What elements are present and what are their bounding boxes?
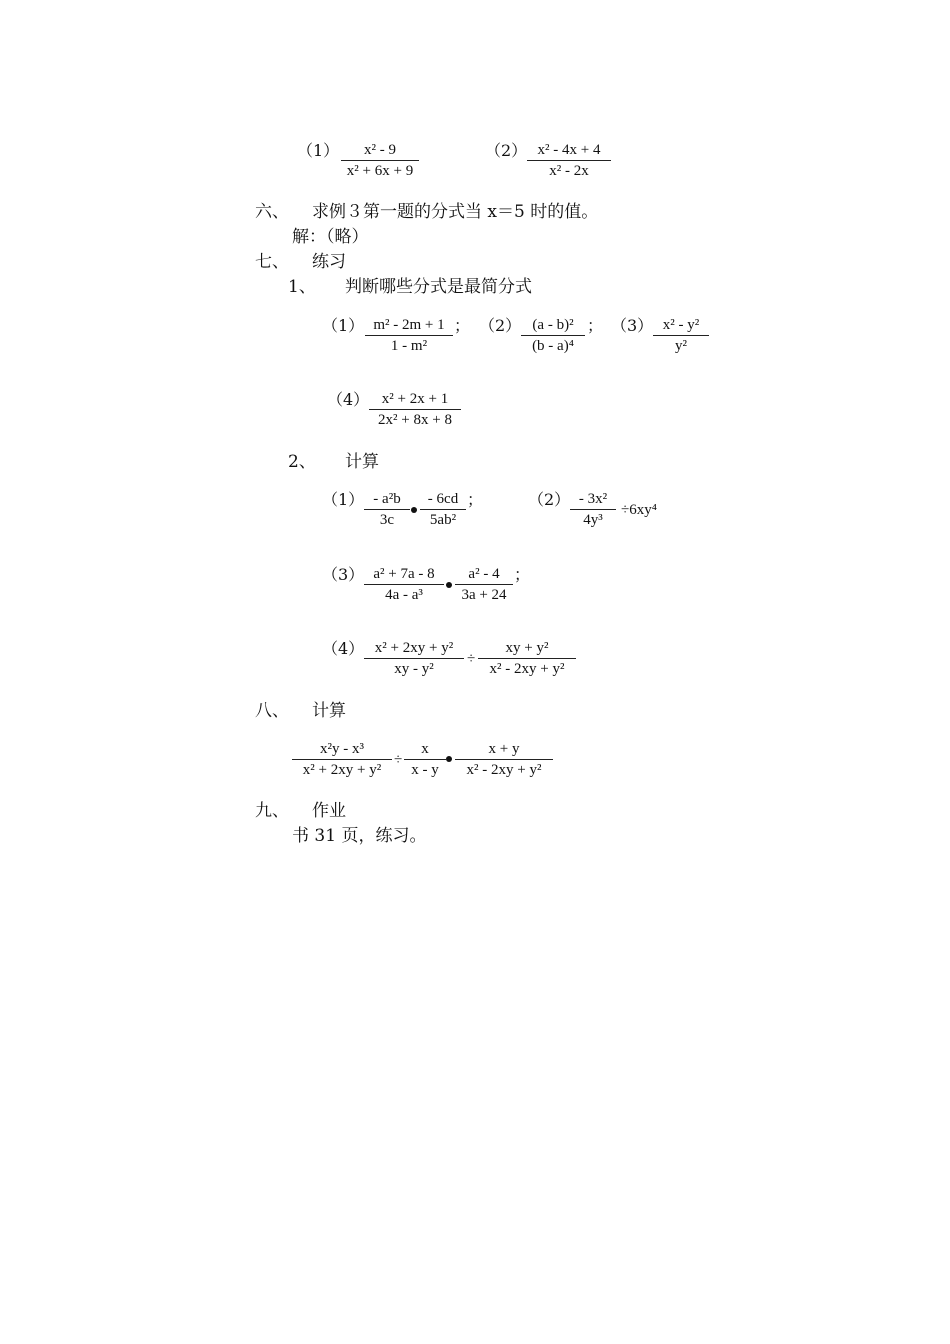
q2-item-4-fraction-a xyxy=(364,638,464,679)
q2-text: 计算 xyxy=(345,452,379,472)
q1-item-4-label: （4） xyxy=(327,390,370,409)
q1-item-1-label: （1） xyxy=(322,316,365,335)
q1-item-2-sep: ； xyxy=(587,316,604,335)
q2-item-2-fraction xyxy=(570,489,616,530)
section9-heading: 九、 xyxy=(255,801,289,821)
numerator: x² - 9 xyxy=(364,142,396,158)
numerator: x² + 2x + 1 xyxy=(381,391,449,407)
q1-item-1-sep: ； xyxy=(454,316,471,335)
divide-sign: ÷ xyxy=(394,752,403,768)
denominator: 3c xyxy=(379,512,395,528)
q2-item-3-fraction-a xyxy=(364,564,444,605)
q2-item-2-label: （2） xyxy=(528,490,571,509)
q1-fraction-4 xyxy=(369,389,461,430)
q1-number: 1、 xyxy=(288,277,316,297)
multiply-dot-icon xyxy=(446,582,452,588)
section6-heading: 六、 xyxy=(255,202,289,222)
denominator: x² - 2xy + y² xyxy=(489,661,565,677)
top-fraction-1 xyxy=(341,140,419,181)
section9-text: 书 31 页，练习。 xyxy=(292,826,427,846)
section6-answer: 解：（略） xyxy=(292,227,369,247)
section8-fraction-1 xyxy=(292,739,392,780)
numerator: - a²b xyxy=(373,491,401,507)
numerator: m² - 2m + 1 xyxy=(373,317,445,333)
top-fraction-2 xyxy=(527,140,611,181)
numerator: - 3x² xyxy=(578,491,608,507)
q1-item-3-label: （3） xyxy=(611,316,654,335)
numerator: x²y - x³ xyxy=(320,741,364,757)
q1-item-2-label: （2） xyxy=(479,316,522,335)
q2-item-1-fraction-a xyxy=(364,489,410,530)
denominator: y² xyxy=(675,338,687,354)
section8-heading: 八、 xyxy=(255,701,289,721)
section8-fraction-2 xyxy=(404,739,446,780)
denominator: xy - y² xyxy=(394,661,434,677)
q2-number: 2、 xyxy=(288,452,316,472)
divide-sign: ÷ xyxy=(467,651,476,667)
denominator: 2x² + 8x + 8 xyxy=(378,412,452,428)
q2-item-4-label: （4） xyxy=(322,639,365,658)
section7-heading: 七、 xyxy=(255,252,289,272)
q2-item-1-sep: ； xyxy=(467,490,484,509)
section8-fraction-3 xyxy=(455,739,553,780)
denominator: 4a - a³ xyxy=(385,587,423,603)
section6-text: 求例３第一题的分式当 x＝5 时的值。 xyxy=(312,202,599,222)
denominator: x² + 6x + 9 xyxy=(346,163,414,179)
q2-item-3-fraction-b xyxy=(455,564,513,605)
q1-fraction-3 xyxy=(653,315,709,356)
q1-text: 判断哪些分式是最简分式 xyxy=(345,277,532,297)
q1-fraction-1 xyxy=(365,315,453,356)
multiply-dot-icon xyxy=(446,756,452,762)
numerator: x² - 4x + 4 xyxy=(537,142,601,158)
denominator: x² + 2xy + y² xyxy=(302,762,382,778)
numerator: x² + 2xy + y² xyxy=(374,640,454,656)
denominator: x² - 2x xyxy=(549,163,589,179)
denominator: 4y³ xyxy=(583,512,603,528)
q2-item-2-tail: ÷6xy⁴ xyxy=(621,502,657,518)
numerator: x² - y² xyxy=(662,317,700,333)
denominator: 1 - m² xyxy=(390,338,428,354)
numerator: a² - 4 xyxy=(468,566,500,582)
q2-item-1-fraction-b xyxy=(420,489,466,530)
section7-title: 练习 xyxy=(312,252,346,272)
q2-item-3-label: （3） xyxy=(322,565,365,584)
multiply-dot-icon xyxy=(411,507,417,513)
q1-fraction-2 xyxy=(521,315,585,356)
numerator: xy + y² xyxy=(505,640,549,656)
denominator: 5ab² xyxy=(429,512,457,528)
denominator: x - y xyxy=(411,762,439,778)
denominator: 3a + 24 xyxy=(461,587,507,603)
numerator: x + y xyxy=(488,741,520,757)
numerator: (a - b)² xyxy=(532,317,574,333)
q2-item-4-fraction-b xyxy=(478,638,576,679)
section9-title: 作业 xyxy=(312,801,346,821)
numerator: a² + 7a - 8 xyxy=(373,566,435,582)
q2-item-1-label: （1） xyxy=(322,490,365,509)
q2-item-3-sep: ； xyxy=(514,565,531,584)
denominator: x² - 2xy + y² xyxy=(466,762,542,778)
section8-title: 计算 xyxy=(312,701,346,721)
denominator: (b - a)⁴ xyxy=(532,338,574,354)
numerator: - 6cd xyxy=(427,491,459,507)
numerator: x xyxy=(421,741,429,757)
top-item-1-label: （1） xyxy=(297,141,340,160)
top-item-2-label: （2） xyxy=(485,141,528,160)
